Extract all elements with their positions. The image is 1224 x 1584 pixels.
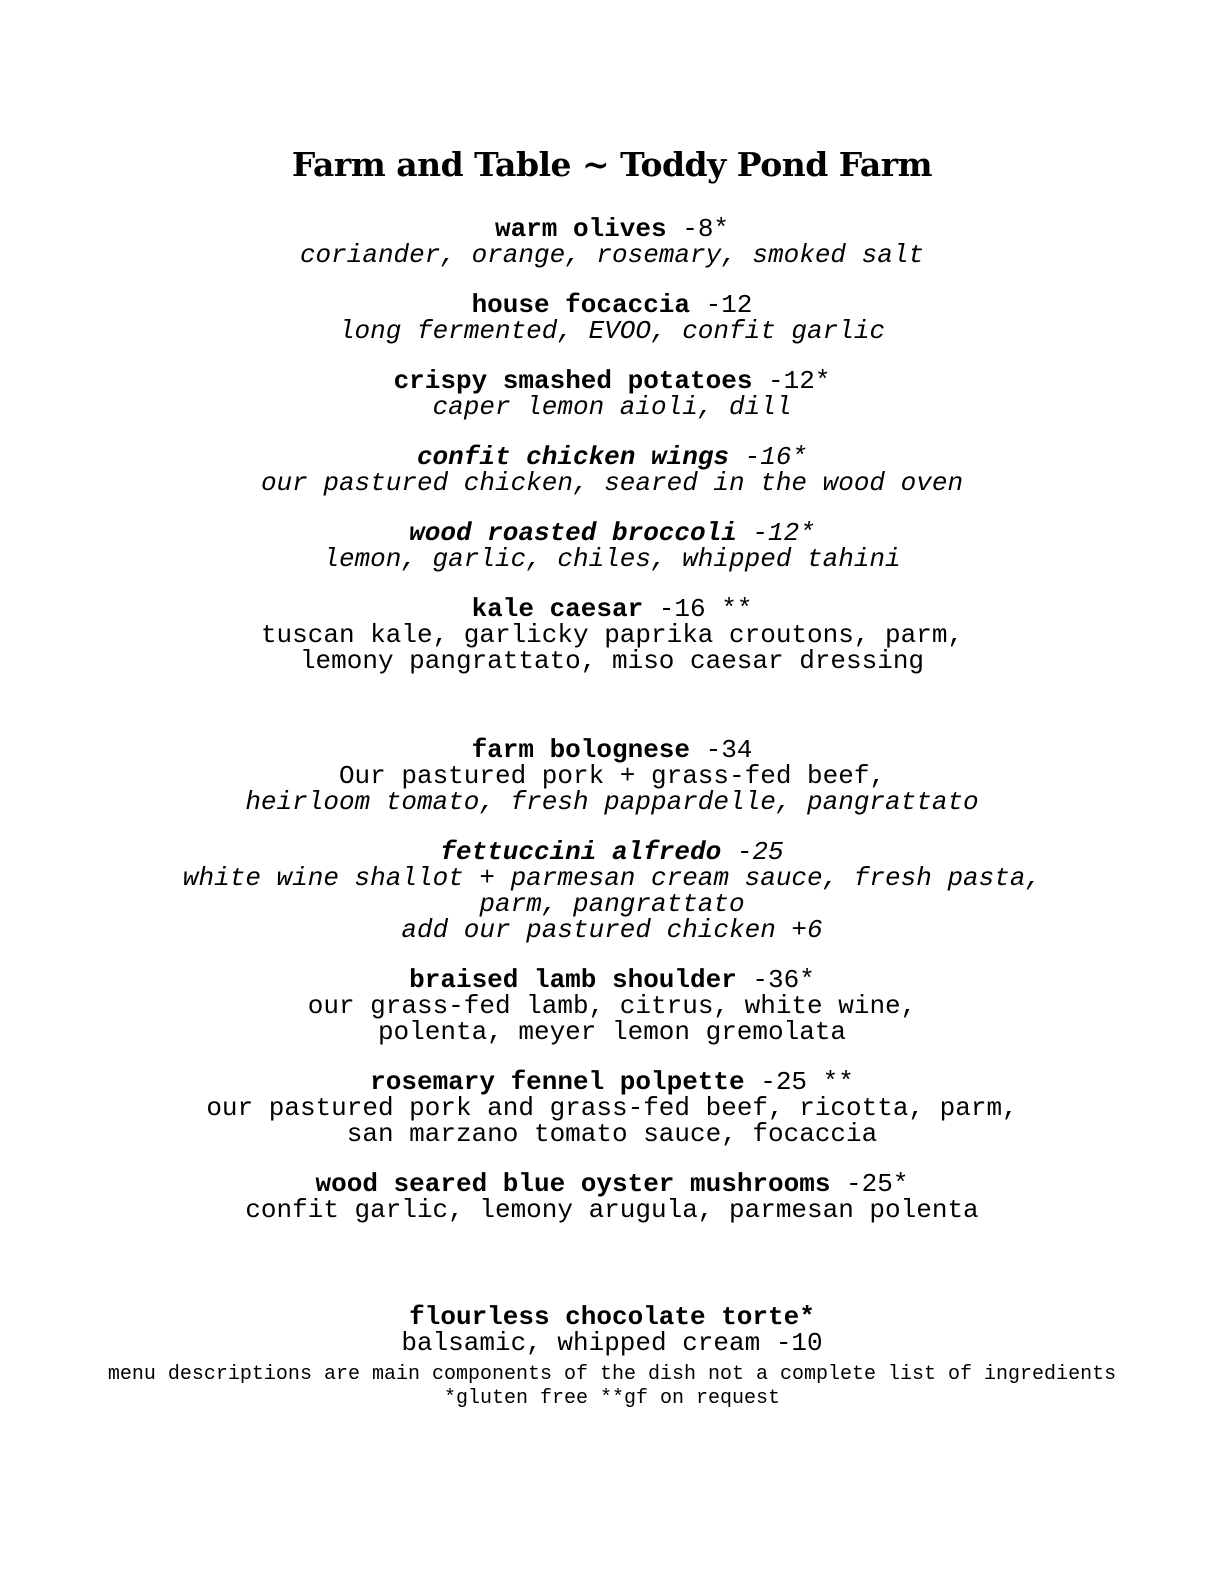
menu-item-kale-caesar — [0, 596, 1224, 674]
item-description: confit garlic, lemony arugula, parmesan polenta — [245, 1195, 979, 1225]
item-name: confit chicken wings — [416, 442, 730, 472]
menu-item-farm-bolognese — [0, 737, 1224, 815]
item-description: long fermented, EVOO, confit garlic — [338, 316, 886, 346]
item-description: san marzano tomato sauce, focaccia — [346, 1119, 878, 1149]
item-description: polenta, meyer lemon gremolata — [377, 1017, 847, 1047]
menu-item-fettuccini-alfredo — [0, 839, 1224, 943]
menu-item-wood-seared-blue-oyster-mushrooms — [0, 1171, 1224, 1223]
item-description: Our pastured pork + grass-fed beef, — [338, 761, 886, 791]
menu-item-braised-lamb-shoulder — [0, 967, 1224, 1045]
menu-item-crispy-smashed-potatoes — [0, 368, 1224, 420]
item-price: -8* — [666, 214, 730, 244]
menu-item-wood-roasted-broccoli — [0, 520, 1224, 572]
menu-item-flourless-chocolate-torte — [0, 1304, 1224, 1356]
item-price: -36* — [736, 965, 815, 995]
item-name: warm olives — [494, 214, 667, 244]
menu-item-house-focaccia — [0, 292, 1224, 344]
item-description: tuscan kale, garlicky paprika croutons, parm, — [260, 620, 964, 650]
menu-body — [0, 216, 1224, 1380]
section-divider-space — [0, 1247, 1224, 1304]
item-description: coriander, orange, rosemary, smoked salt — [299, 240, 925, 270]
item-name: flourless chocolate torte* — [409, 1302, 815, 1332]
menu-item-confit-chicken-wings — [0, 444, 1224, 496]
item-name: farm bolognese — [471, 735, 690, 765]
item-name: braised lamb shoulder — [409, 965, 737, 995]
item-description: heirloom tomato, fresh pappardelle, pangrattato — [245, 787, 979, 817]
item-price: -16* — [729, 442, 808, 472]
item-name: wood roasted broccoli — [409, 518, 737, 548]
item-addon: add our pastured chicken +6 — [401, 915, 823, 945]
item-name: fettuccini alfredo — [440, 837, 722, 867]
footer-legend: *gluten free **gf on request — [443, 1387, 781, 1410]
menu-item-rosemary-fennel-polpette — [0, 1069, 1224, 1147]
item-description: our pastured chicken, seared in the wood oven — [260, 468, 964, 498]
section-divider-space — [0, 698, 1224, 737]
item-name: kale caesar — [471, 594, 644, 624]
menu-item-warm-olives — [0, 216, 1224, 268]
item-price: -25 ** — [744, 1067, 854, 1097]
item-price: -25* — [830, 1169, 909, 1199]
item-description: lemon, garlic, chiles, whipped tahini — [323, 544, 901, 574]
menu-title: Farm and Table ~ Toddy Pond Farm — [291, 145, 933, 184]
item-name: house focaccia — [471, 290, 690, 320]
item-description: lemony pangrattato, miso caesar dressing — [299, 646, 925, 676]
item-description: parm, pangrattato — [479, 889, 745, 919]
item-description: our grass-fed lamb, citrus, white wine, — [307, 991, 917, 1021]
item-price: -12 — [690, 290, 753, 320]
item-description: balsamic, whipped cream -10 — [401, 1328, 823, 1358]
item-name: rosemary fennel polpette — [370, 1067, 745, 1097]
item-price: -12* — [752, 366, 831, 396]
item-name: crispy smashed potatoes — [393, 366, 753, 396]
item-price: -25 — [721, 837, 784, 867]
item-price: -12* — [736, 518, 815, 548]
menu-footer — [0, 1363, 1224, 1411]
item-price: -16 ** — [643, 594, 753, 624]
item-name: wood seared blue oyster mushrooms — [315, 1169, 831, 1199]
item-description: white wine shallot + parmesan cream sauce, fresh pasta, — [182, 863, 1042, 893]
footer-disclaimer: menu descriptions are main components of the dish not a complete list of ingredients — [107, 1363, 1117, 1386]
item-description: caper lemon aioli, dill — [432, 392, 792, 422]
item-description: our pastured pork and grass-fed beef, ricotta, parm, — [206, 1093, 1018, 1123]
item-price: -34 — [690, 735, 753, 765]
